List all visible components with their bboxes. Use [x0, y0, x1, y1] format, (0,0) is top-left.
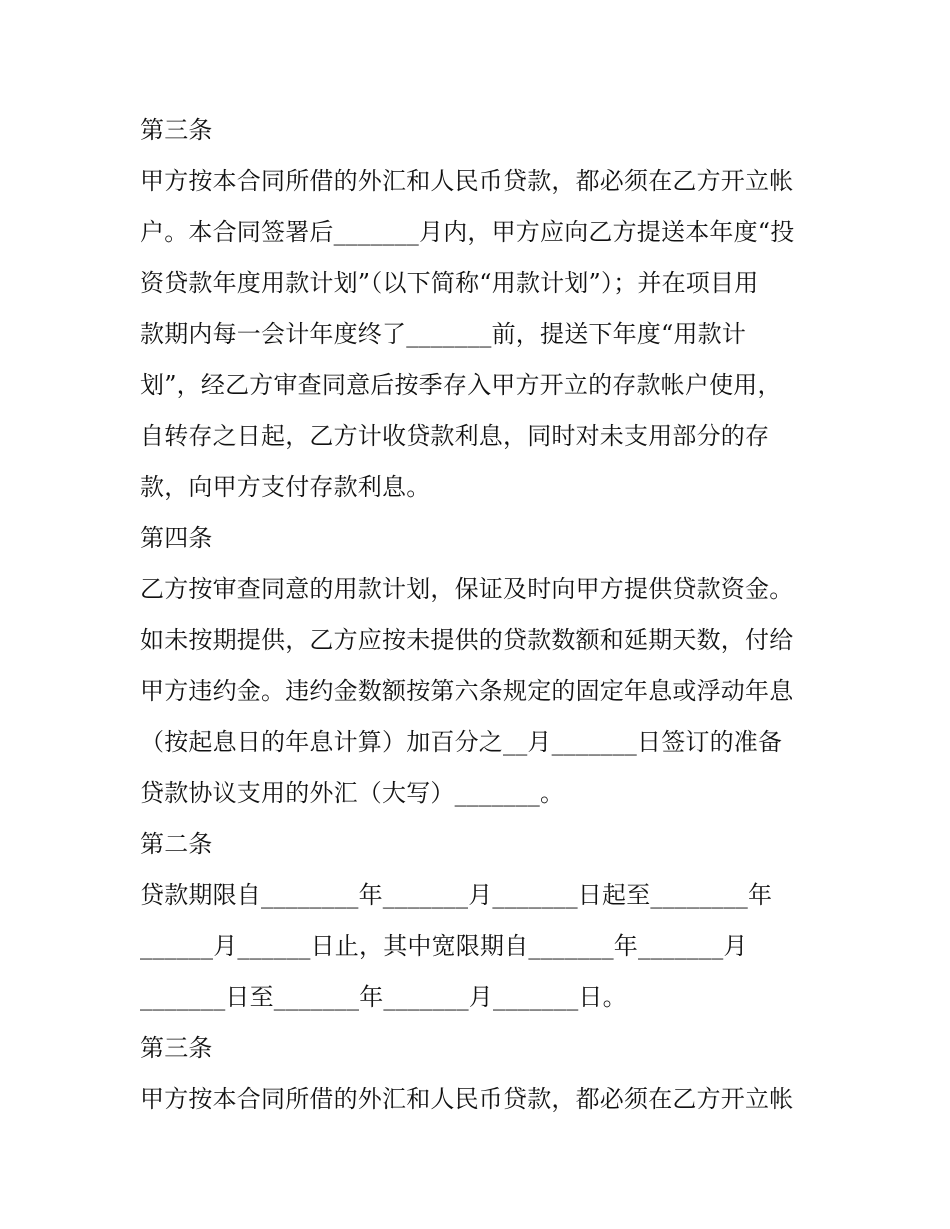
paragraph-line: 自转存之日起，乙方计收贷款利息，同时对未支用部分的存	[140, 422, 770, 450]
paragraph-line: 资贷款年度用款计划”（以下简称“用款计划”）；并在项目用	[140, 269, 759, 297]
paragraph-line: 甲方按本合同所借的外汇和人民币贷款，都必须在乙方开立帐	[140, 167, 794, 195]
paragraph-line: 贷款协议支用的外汇（大写）_______。	[140, 779, 565, 807]
paragraph-line: 甲方按本合同所借的外汇和人民币贷款，都必须在乙方开立帐	[140, 1085, 794, 1113]
paragraph-line: 甲方违约金。违约金数额按第六条规定的固定年息或浮动年息	[140, 677, 794, 705]
article-heading: 第二条	[140, 830, 213, 858]
paragraph-line: 划”，经乙方审查同意后按季存入甲方开立的存款帐户使用，	[140, 371, 782, 399]
paragraph-line: 款，向甲方支付存款利息。	[140, 473, 431, 501]
paragraph-line: ______月______日止，其中宽限期自_______年_______月	[140, 932, 748, 960]
paragraph-line: （按起息日的年息计算）加百分之__月_______日签订的准备	[140, 728, 783, 756]
article-heading: 第三条	[140, 1034, 213, 1062]
paragraph-line: 如未按期提供，乙方应按未提供的贷款数额和延期天数，付给	[140, 626, 794, 654]
document-page	[140, 105, 820, 1125]
paragraph-line: 贷款期限自________年_______月_______日起至________年	[140, 881, 773, 909]
paragraph-line: _______日至_______年_______月_______日。	[140, 983, 627, 1011]
article-heading: 第四条	[140, 524, 213, 552]
paragraph-line: 乙方按审查同意的用款计划，保证及时向甲方提供贷款资金。	[140, 575, 794, 603]
paragraph-line: 款期内每一会计年度终了_______前，提送下年度“用款计	[140, 320, 747, 348]
paragraph-line: 户。本合同签署后_______月内，甲方应向乙方提送本年度“投	[140, 218, 795, 246]
article-heading: 第三条	[140, 116, 213, 144]
